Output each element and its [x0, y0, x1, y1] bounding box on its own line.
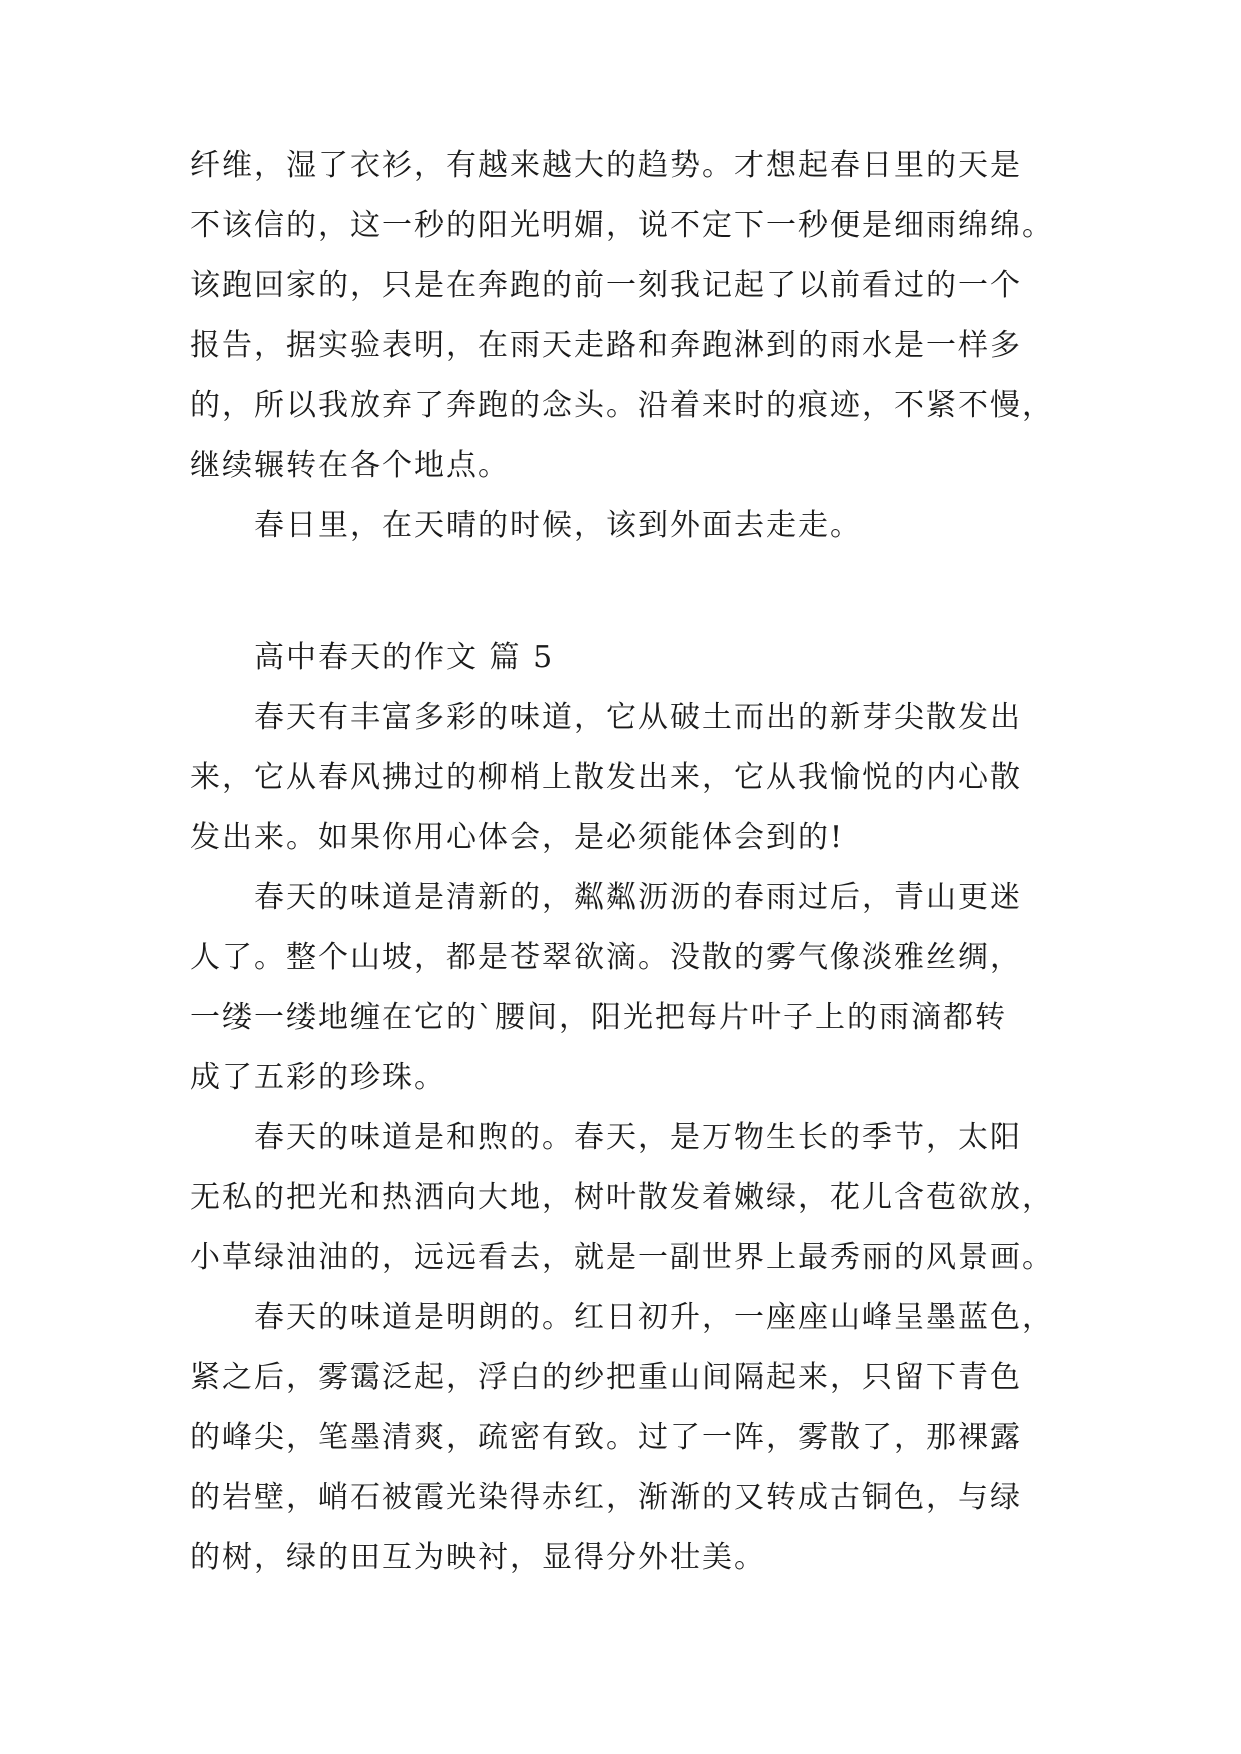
text-line: 春天的味道是和煦的。春天，是万物生长的季节，太阳 — [254, 1120, 1022, 1155]
text-line: 紧之后，雾霭泛起，浮白的纱把重山间隔起来，只留下青色 — [190, 1360, 1022, 1395]
text-line: 春天有丰富多彩的味道，它从破土而出的新芽尖散发出 — [254, 700, 1022, 735]
continued-paragraph — [190, 136, 1070, 496]
text-line: 的峰尖，笔墨清爽，疏密有致。过了一阵，雾散了，那裸露 — [190, 1420, 1022, 1455]
paragraph-2 — [190, 868, 1070, 1108]
text-line: 一缕一缕地缠在它的`腰间，阳光把每片叶子上的雨滴都转 — [190, 1000, 1007, 1035]
closing-line: 春日里，在天晴的时候，该到外面去走走。 — [254, 508, 862, 543]
paragraph-1 — [190, 688, 1070, 868]
text-line: 的岩壁，峭石被霞光染得赤红，渐渐的又转成古铜色，与绿 — [190, 1480, 1022, 1515]
text-line: 春天的味道是清新的，粼粼沥沥的春雨过后，青山更迷 — [254, 880, 1022, 915]
text-line: 无私的把光和热洒向大地，树叶散发着嫩绿，花儿含苞欲放， — [190, 1180, 1054, 1215]
text-line: 成了五彩的珍珠。 — [190, 1060, 446, 1095]
text-line: 春天的味道是明朗的。红日初升，一座座山峰呈墨蓝色， — [254, 1300, 1054, 1335]
text-line: 小草绿油油的，远远看去，就是一副世界上最秀丽的风景画。 — [190, 1240, 1054, 1275]
text-line: 人了。整个山坡，都是苍翠欲滴。没散的雾气像淡雅丝绸， — [190, 940, 1022, 975]
section-spacer — [190, 556, 1070, 628]
text-line: 继续辗转在各个地点。 — [190, 448, 510, 483]
text-line: 发出来。如果你用心体会，是必须能体会到的! — [190, 820, 845, 855]
text-line: 来，它从春风拂过的柳梢上散发出来，它从我愉悦的内心散 — [190, 760, 1022, 795]
paragraph-3 — [190, 1108, 1070, 1288]
paragraph-4 — [190, 1288, 1070, 1588]
text-line: 的树，绿的田互为映衬，显得分外壮美。 — [190, 1540, 766, 1575]
text-line: 报告，据实验表明，在雨天走路和奔跑淋到的雨水是一样多 — [190, 328, 1022, 363]
text-line: 该跑回家的，只是在奔跑的前一刻我记起了以前看过的一个 — [190, 268, 1022, 303]
section-heading: 高中春天的作文 篇 5 — [254, 640, 555, 675]
text-line: 纤维，湿了衣衫，有越来越大的趋势。才想起春日里的天是 — [190, 148, 1022, 183]
text-line: 不该信的，这一秒的阳光明媚，说不定下一秒便是细雨绵绵。 — [190, 208, 1054, 243]
text-line: 的，所以我放弃了奔跑的念头。沿着来时的痕迹，不紧不慢， — [190, 388, 1054, 423]
document-body — [190, 136, 1070, 1588]
